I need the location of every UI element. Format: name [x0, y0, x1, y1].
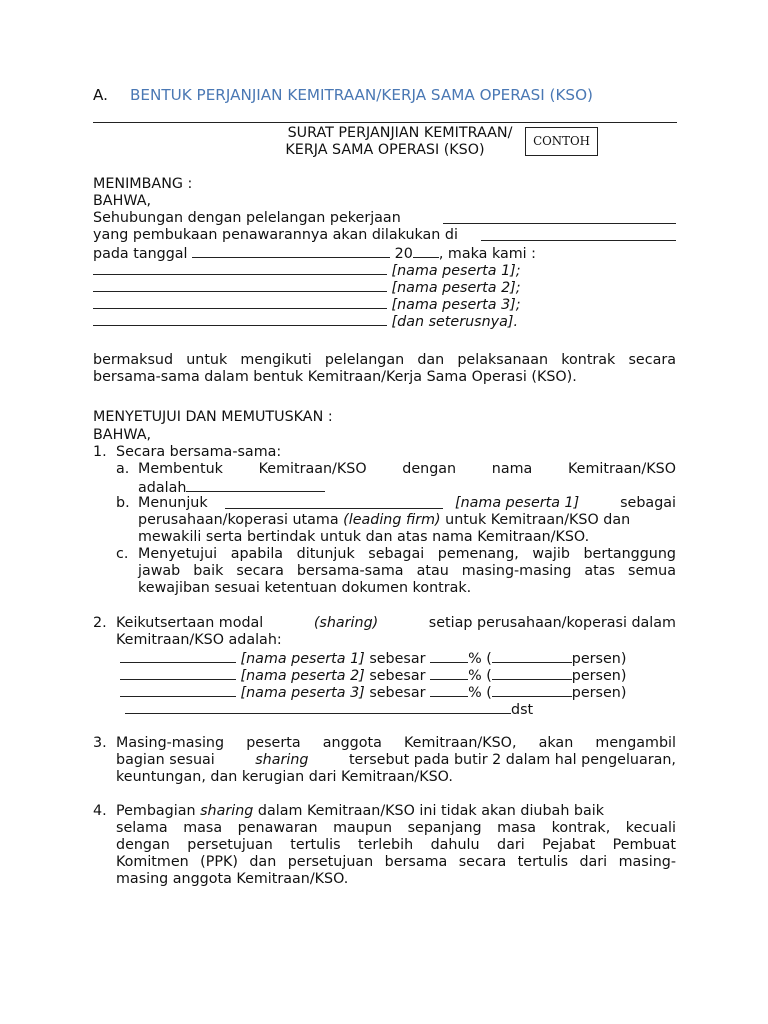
item1a-label: a.: [116, 461, 130, 477]
blank-name: [120, 666, 236, 680]
sharing-participant: [nama peserta 3]: [240, 685, 365, 701]
adalah-text: adalah: [138, 480, 187, 496]
blank-percent: [430, 666, 468, 680]
item3-line3: keuntungan, dan kerugian dari Kemitraan/KSO.: [116, 769, 453, 785]
item2-line2: Kemitraan/KSO adalah:: [116, 632, 282, 648]
text-segment: persen): [571, 668, 627, 684]
dst-text: dst: [511, 702, 534, 718]
word: Kemitraan/KSO: [568, 461, 676, 477]
leading-firm-text: (leading firm): [343, 512, 441, 528]
participant-row: [93, 312, 676, 331]
blank-tahun: [413, 244, 439, 258]
text-segment: persen): [571, 685, 627, 701]
text-segment: sebesar: [369, 651, 426, 667]
text-segment: % (: [468, 651, 492, 667]
menimbang-label: MENIMBANG :: [93, 176, 193, 192]
sharing-text: sharing: [200, 803, 254, 819]
text-segment: Keikutsertaan modal: [116, 615, 264, 631]
item1b-label: b.: [116, 495, 130, 511]
blank-words: [492, 649, 572, 663]
item2-number: 2.: [93, 615, 107, 631]
participant-label: [nama peserta 1];: [391, 263, 521, 279]
text-segment: sebesar: [369, 685, 426, 701]
item3-line2: [116, 752, 676, 769]
blank-words: [492, 666, 572, 680]
text-segment: Pembagian: [116, 803, 196, 819]
menunjuk-text: Menunjuk: [138, 495, 208, 511]
item4-line4: Komitmen (PPK) dan persetujuan bersama secara tertulis dari masing-: [116, 854, 676, 870]
blank-kso-name: [186, 478, 325, 492]
blank-more: [125, 700, 511, 714]
horizontal-rule: [93, 122, 677, 123]
item3-number: 3.: [93, 735, 107, 751]
item1b-line3: mewakili serta bertindak untuk dan atas nama Kemitraan/KSO.: [138, 529, 590, 545]
blank-participant: [93, 312, 387, 326]
blank-lokasi: [481, 227, 676, 241]
text-segment: bagian sesuai: [116, 752, 215, 768]
blank-name: [120, 649, 236, 663]
item1b-line1: [138, 495, 676, 512]
year-prefix: 20: [394, 246, 413, 262]
item1c-label: c.: [116, 546, 129, 562]
blank-percent: [430, 649, 468, 663]
menimbang-line2-text: yang pembukaan penawarannya akan dilakukan di: [93, 227, 458, 243]
blank-percent: [430, 683, 468, 697]
text-segment: dalam Kemitraan/KSO ini tidak akan diubah baik: [253, 803, 605, 819]
blank-words: [492, 683, 572, 697]
doc-heading-line2: KERJA SAMA OPERASI (KSO): [285, 142, 485, 158]
item3-line1: Masing-masing peserta anggota Kemitraan/KSO, akan mengambil: [116, 735, 676, 751]
text-segment: persen): [571, 651, 627, 667]
menimbang-line1-text: Sehubungan dengan pelelangan pekerjaan: [93, 210, 401, 226]
section-title-text: BENTUK PERJANJIAN KEMITRAAN/KERJA SAMA OPERASI (KSO): [130, 86, 593, 104]
text-segment: perusahaan/koperasi utama: [138, 512, 339, 528]
text-segment: sebesar: [369, 668, 426, 684]
item2-line1: [116, 615, 676, 632]
sharing-participant: [nama peserta 1]: [240, 651, 365, 667]
participant-label: [nama peserta 3];: [391, 297, 521, 313]
maka-kami: , maka kami :: [438, 246, 536, 262]
participant-label: [nama peserta 2];: [391, 280, 521, 296]
word: Kemitraan/KSO: [258, 461, 367, 477]
purpose-line2: bersama-sama dalam bentuk Kemitraan/Kerja Sama Operasi (KSO).: [93, 369, 577, 385]
text-segment: % (: [468, 685, 492, 701]
item1b-line2: [138, 512, 676, 529]
item4-line2: selama masa penawaran maupun sepanjang masa kontrak, kecuali: [116, 820, 676, 836]
item1c-line1: Menyetujui apabila ditunjuk sebagai pemenang, wajib bertanggung: [138, 546, 676, 562]
decide-bahwa: BAHWA,: [93, 427, 152, 443]
section-title: [93, 87, 683, 104]
item1-number: 1.: [93, 444, 107, 460]
blank-pekerjaan: [443, 210, 676, 224]
item1a-line1: [138, 461, 676, 478]
sharing-participant: [nama peserta 2]: [240, 668, 365, 684]
text-segment: setiap perusahaan/koperasi dalam: [428, 615, 676, 631]
item4-line5: masing anggota Kemitraan/KSO.: [116, 871, 349, 887]
blank-tanggal: [192, 244, 390, 258]
item1-text: Secara bersama-sama:: [116, 444, 282, 460]
menimbang-line2: [93, 227, 676, 244]
item4-number: 4.: [93, 803, 107, 819]
tanggal-label: pada tanggal: [93, 246, 188, 262]
item1c-line3: kewajiban sesuai ketentuan dokumen kontrak.: [138, 580, 472, 596]
sharing-text: sharing: [255, 752, 309, 768]
item4-line1: [116, 803, 676, 820]
section-number: A.: [93, 86, 108, 104]
blank-participant: [93, 261, 387, 275]
blank-participant: [93, 278, 387, 292]
decide-label: MENYETUJUI DAN MEMUTUSKAN :: [93, 409, 333, 425]
word: nama: [491, 461, 533, 477]
text-segment: tersebut pada butir 2 dalam hal pengeluaran,: [348, 752, 676, 768]
sharing-dst-row: [125, 700, 708, 719]
blank-participant: [93, 295, 387, 309]
menimbang-line1: [93, 210, 676, 227]
purpose-line1: bermaksud untuk mengikuti pelelangan dan pelaksanaan kontrak secara: [93, 352, 676, 368]
participant-label: [dan seterusnya].: [391, 314, 519, 330]
sebagai-text: sebagai: [620, 495, 676, 511]
word: dengan: [402, 461, 457, 477]
item4-line3: dengan persetujuan tertulis terlebih dahulu dari Pejabat Pembuat: [116, 837, 676, 853]
contoh-badge: CONTOH: [525, 127, 598, 156]
item1c-line2: jawab baik secara bersama-sama atau masing-masing atas semua: [138, 563, 676, 579]
sharing-text: (sharing): [313, 615, 379, 631]
text-segment: % (: [468, 668, 492, 684]
word: Membentuk: [138, 461, 223, 477]
lead-placeholder: [nama peserta 1]: [455, 495, 580, 511]
blank-lead: [225, 495, 443, 509]
blank-name: [120, 683, 236, 697]
menimbang-bahwa: BAHWA,: [93, 193, 152, 209]
text-segment: untuk Kemitraan/KSO dan: [445, 512, 631, 528]
doc-heading-line1: SURAT PERJANJIAN KEMITRAAN/: [287, 125, 513, 141]
